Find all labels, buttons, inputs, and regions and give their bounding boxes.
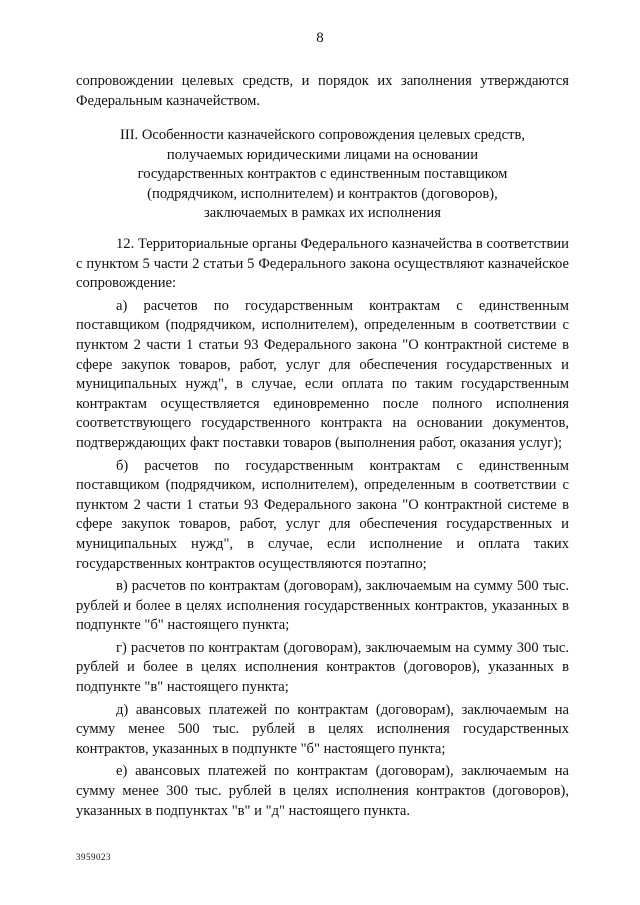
intro-paragraph: сопровождении целевых средств, и порядок их заполнения утверждаются Федеральным казначейством.	[76, 73, 569, 109]
paragraph-12-v: в) расчетов по контрактам (договорам), заключаемым на сумму 500 тыс. рублей и более в целях исполнения государственных контрактов, указанных в подпункте "б" настоящего пункта;	[76, 578, 569, 634]
section-heading-line: государственных контрактов с единственным поставщиком	[137, 166, 508, 183]
paragraph-12-e: е) авансовых платежей по контрактам (договорам), заключаемым на сумму менее 300 тыс. рублей в целях исполнения контрактов (договоров), указанных в подпунктах "в" и "д" настоящего пункта.	[76, 763, 569, 819]
document-code: 3959023	[76, 852, 111, 862]
paragraph-12: 12. Территориальные органы Федерального казначейства в соответствии с пунктом 5 части 2 статьи 5 Федерального закона осуществляют казначейское сопровождение:	[76, 236, 569, 292]
paragraph-12-d: д) авансовых платежей по контрактам (договорам), заключаемым на сумму менее 500 тыс. рублей в целях исполнения государственных контрактов, указанных в подпункте "б" настоящего пункта;	[76, 701, 569, 757]
section-heading-line: (подрядчиком, исполнителем) и контрактов (договоров),	[147, 185, 498, 202]
section-heading	[76, 126, 569, 224]
paragraph-list	[76, 235, 569, 821]
section-heading-line: заключаемых в рамках их исполнения	[204, 205, 441, 222]
section-heading-line: III. Особенности казначейского сопровождения целевых средств,	[119, 127, 526, 143]
section-heading-line: получаемых юридическими лицами на основании	[166, 146, 479, 163]
paragraph-12-a: а) расчетов по государственным контрактам с единственным поставщиком (подрядчиком, исполнителем), определенным в соответствии с пунктом 2 части 1 статьи 93 Федерального закона "О контрактной системе в сфере закупок товаров, работ, услуг для обеспечения государственных и муниципальных нужд", в случае, если оплата по таким государственным контрактам осуществляется единовременно после полного исполнения соответствующего государственного контракта на основании документов, подтверждающих факт поставки товаров (выполнения работ, оказания услуг);	[76, 297, 569, 451]
page-number: 8	[316, 30, 324, 46]
paragraph-12-b: б) расчетов по государственным контрактам с единственным поставщиком (подрядчиком, исполнителем), определенным в соответствии с пунктом 2 части 1 статьи 93 Федерального закона "О контрактной системе в сфере закупок товаров, работ, услуг для обеспечения государственных и муниципальных нужд", в случае, если исполнение и оплата таких государственных контрактов осуществляются поэтапно;	[76, 457, 569, 572]
paragraph-12-g: г) расчетов по контрактам (договорам), заключаемым на сумму 300 тыс. рублей и более в целях исполнения контрактов (договоров), указанных в подпункте "в" настоящего пункта;	[76, 639, 569, 696]
